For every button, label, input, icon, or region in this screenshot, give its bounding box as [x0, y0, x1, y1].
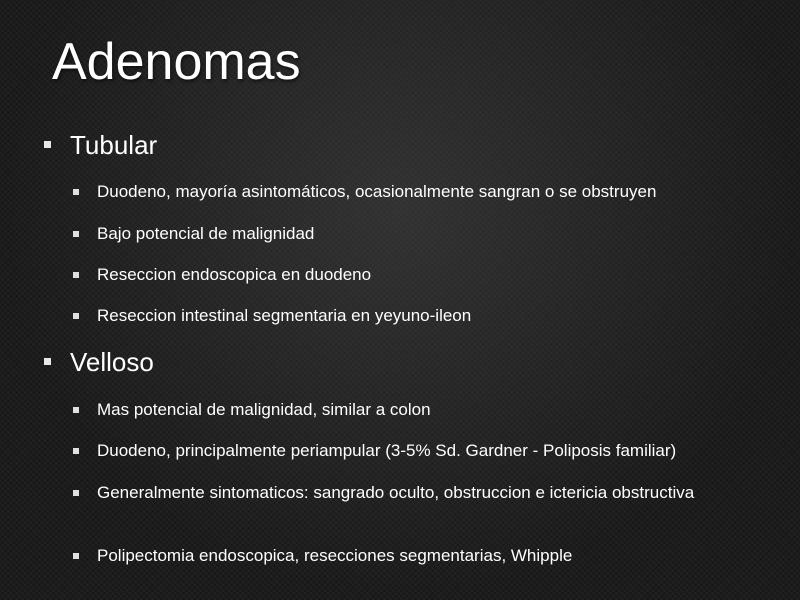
bullet-level2 — [44, 482, 764, 504]
section-heading: Tubular — [70, 130, 158, 160]
list-item — [44, 399, 764, 421]
bullet-level2 — [44, 545, 764, 567]
square-bullet-icon — [73, 490, 79, 496]
square-bullet-icon — [44, 141, 51, 148]
square-bullet-icon — [73, 272, 79, 278]
bullet-level2 — [44, 399, 764, 421]
section-tubular — [44, 130, 764, 160]
list-item-text: Bajo potencial de malignidad — [97, 224, 315, 243]
list-item — [44, 482, 764, 504]
list-item-text: Polipectomia endoscopica, resecciones segmentarias, Whipple — [97, 546, 573, 565]
bullet-level2 — [44, 181, 764, 203]
section-velloso — [44, 347, 764, 377]
list-item-text: Duodeno, principalmente periampular (3-5% Sd. Gardner - Poliposis familiar) — [97, 441, 677, 460]
square-bullet-icon — [73, 189, 79, 195]
list-item-text: Reseccion intestinal segmentaria en yeyuno-ileon — [97, 306, 472, 325]
list-item-text: Generalmente sintomaticos: sangrado oculto, obstruccion e ictericia obstructiva — [97, 483, 695, 502]
bullet-level2 — [44, 305, 764, 327]
list-item-text: Mas potencial de malignidad, similar a colon — [97, 400, 431, 419]
bullet-level1 — [44, 130, 764, 160]
list-item — [44, 264, 764, 286]
bullet-level2 — [44, 264, 764, 286]
list-item — [44, 181, 764, 203]
bullet-level1 — [44, 347, 764, 377]
list-item — [44, 440, 764, 462]
list-item — [44, 545, 764, 567]
bullet-level2 — [44, 223, 764, 245]
bullet-level2 — [44, 440, 764, 462]
square-bullet-icon — [73, 313, 79, 319]
list-item-text: Duodeno, mayoría asintomáticos, ocasionalmente sangran o se obstruyen — [97, 182, 657, 201]
section-heading: Velloso — [70, 347, 154, 377]
list-item — [44, 223, 764, 245]
square-bullet-icon — [73, 231, 79, 237]
square-bullet-icon — [44, 358, 51, 365]
square-bullet-icon — [73, 553, 79, 559]
square-bullet-icon — [73, 407, 79, 413]
square-bullet-icon — [73, 448, 79, 454]
slide-title: Adenomas — [52, 33, 301, 91]
list-item — [44, 305, 764, 327]
list-item-text: Reseccion endoscopica en duodeno — [97, 265, 372, 284]
